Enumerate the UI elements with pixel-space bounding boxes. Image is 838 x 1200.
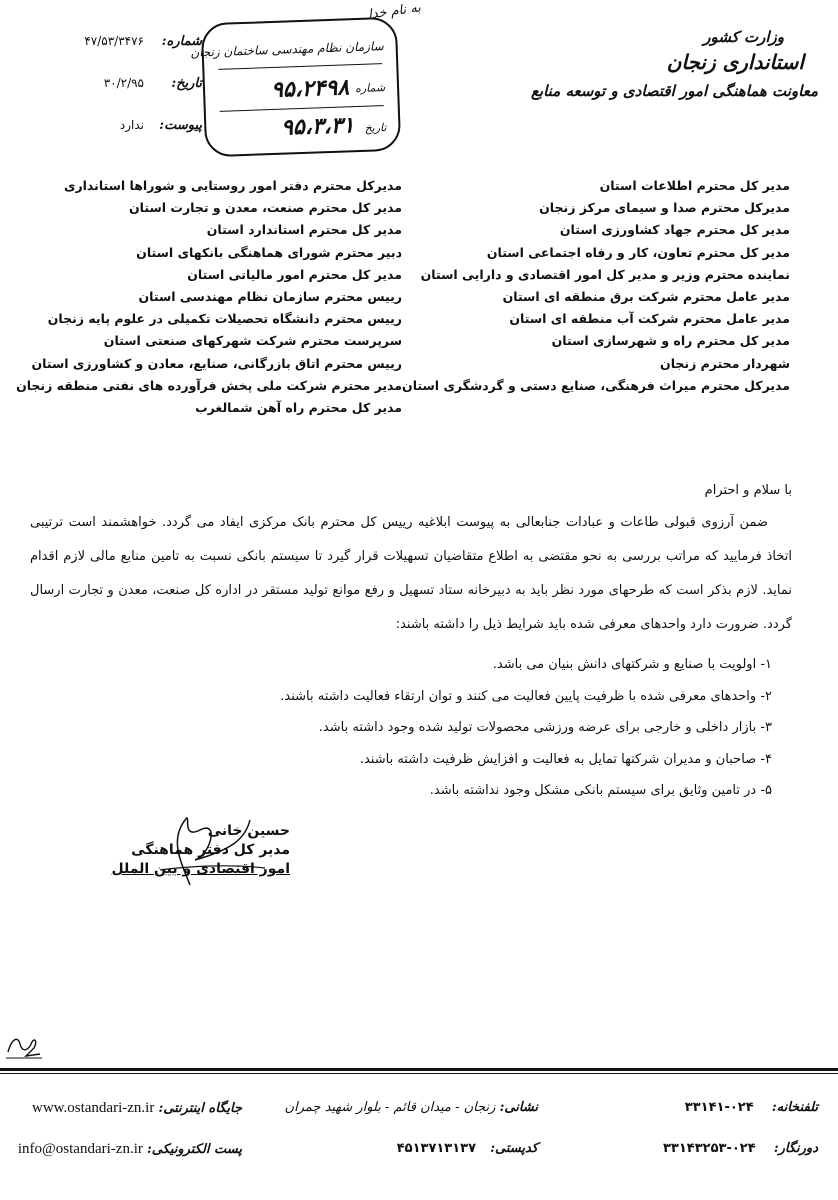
postal-value: ۴۵۱۳۷۱۳۱۳۷: [396, 1141, 477, 1156]
reference-number: [32, 34, 202, 52]
recipient: دبیر محترم شورای هماهنگی بانکهای استان: [136, 244, 402, 260]
recipient: مدیر کل محترم راه آهن شمالغرب: [195, 400, 402, 416]
reference-attachment: [32, 118, 202, 136]
recipient: مدیر کل محترم اطلاعات استان: [599, 178, 790, 193]
email-link[interactable]: info@ostandari-zn.ir: [17, 1141, 143, 1157]
fax-label: دورنگار:: [773, 1141, 818, 1156]
footer-address: [285, 1100, 538, 1115]
stamp-number-label: شماره: [354, 81, 386, 96]
address-label: نشانی:: [499, 1100, 538, 1115]
reference-date-value: ۳۰/۲/۹۵: [103, 76, 144, 90]
signatory-title: مدیر کل دفتر هماهنگی: [131, 842, 290, 858]
condition-item: ۱- اولویت با صنایع و شرکتهای دانش بنیان می باشد.: [492, 657, 772, 672]
reference-number-value: ۴۷/۵۳/۳۴۷۶: [84, 34, 144, 48]
recipient: مدیر کل محترم امور مالیاتی استان: [187, 266, 402, 282]
footer-divider: [0, 1068, 838, 1071]
address-value: زنجان - میدان قائم - بلوار شهید چمران: [284, 1100, 496, 1115]
stamp-divider: [220, 105, 384, 112]
recipient: مدیر عامل محترم شرکت آب منطقه ای استان: [509, 311, 790, 327]
stamp-divider: [218, 63, 382, 70]
stamp-date-label: تاریخ: [364, 121, 387, 135]
postal-label: کدپستی:: [490, 1141, 538, 1156]
fax-value: ۰۲۴-۳۳۱۴۳۲۵۳: [662, 1141, 756, 1156]
conditions-list: [52, 649, 772, 807]
recipient: سرپرست محترم شرکت شهرکهای صنعتی استان: [103, 333, 402, 349]
condition-item: ۲- واحدهای معرفی شده با ظرفیت پایین فعالیت می کنند و توان ارتقاء فعالیت داشته باشند.: [280, 688, 772, 704]
deputy-name: معاونت هماهنگی امور اقتصادی و توسعه منابع: [530, 82, 818, 100]
letterhead: [518, 28, 818, 100]
recipient: مدیر عامل محترم شرکت برق منطقه ای استان: [502, 289, 790, 305]
website-link[interactable]: www.ostandari-zn.ir: [32, 1100, 155, 1116]
email-label: پست الکترونیکی:: [147, 1142, 242, 1157]
footer-email: [18, 1141, 242, 1158]
stamp-handwritten-note: به نام خدا: [367, 0, 422, 23]
condition-item: ۳- بازار داخلی و خارجی برای عرضه ورزشی محصولات تولید شده وجود داشته باشد.: [318, 720, 772, 735]
recipient: رییس محترم سازمان نظام مهندسی استان: [138, 289, 402, 305]
signature-block: [30, 822, 290, 879]
footer-fax: [663, 1141, 818, 1156]
letter-body: [30, 506, 792, 642]
phone-label: تلفنخانه:: [771, 1100, 818, 1115]
governorate-name: استانداری زنجان: [666, 50, 804, 74]
recipient: رییس محترم اتاق بازرگانی، صنایع، معادن و کشاورزی استان: [31, 355, 402, 371]
received-stamp: [190, 17, 402, 158]
signatory-name: حسین خانی: [207, 823, 290, 839]
footer-phone: [685, 1100, 818, 1115]
handwritten-mark: [4, 1030, 44, 1060]
letter-paragraph: ضمن آرزوی قبولی طاعات و عبادات جنابعالی به پیوست ابلاغیه رییس کل محترم بانک مرکزی ایفاد می گردد. خواهشمند است ترتیبی اتخاذ فرمایید که مراتب بررسی به نحو مقتضی به اطلاع متقاضیان تسهیلات قرار گیرد تا سیستم بانکی نسبت به تامین منابع مالی لازم اقدام نماید. لازم بذکر است که طرحهای مورد نظر باید به دبیرخانه ستاد تسهیل و رفع موانع تولید مستقر در اداره کل صنعت، معدن و تجارت ارسال گردد. ضرورت دارد واحدهای معرفی شده باید شرایط ذیل را داشته باشند:: [30, 515, 792, 632]
condition-item: ۵- در تامین وثایق برای سیستم بانکی مشکل وجود نداشته باشد.: [429, 783, 772, 798]
condition-item: ۴- صاحبان و مدیران شرکتها تمایل به فعالیت و افزایش ظرفیت داشته باشند.: [359, 751, 772, 767]
recipient: مدیر محترم شرکت ملی پخش فرآورده های نفتی منطقه زنجان: [16, 377, 402, 393]
footer-divider: [0, 1073, 838, 1074]
recipient: مدیر کل محترم جهاد کشاورزی استان: [559, 222, 790, 238]
recipient: مدیر کل محترم استاندارد استان: [206, 222, 402, 238]
recipient: مدیر کل محترم راه و شهرسازی استان: [551, 333, 790, 349]
footer-website: [32, 1100, 242, 1117]
reference-date: [32, 76, 202, 94]
footer-postal: [397, 1141, 538, 1156]
recipient: مدیر کل محترم صنعت، معدن و تجارت استان: [129, 200, 402, 216]
recipient: مدیرکل محترم میراث فرهنگی، صنایع دستی و گردشگری استان: [402, 377, 790, 393]
stamp-organization: سازمان نظام مهندسی ساختمان زنجان: [190, 39, 384, 60]
recipient: مدیرکل محترم دفتر امور روستایی و شوراها استانداری: [63, 178, 402, 193]
stamp-number-value: ۹۵،۲۴۹۸: [270, 74, 350, 104]
recipient: نماینده محترم وزیر و مدیر کل امور اقتصادی و دارایی استان: [420, 266, 790, 282]
reference-date-label: تاریخ:: [171, 76, 202, 91]
signatory-title: امور اقتصادی و بین الملل: [111, 861, 290, 877]
recipients-left-column: [16, 175, 402, 419]
phone-value: ۰۲۴-۳۳۱۴۱: [684, 1100, 754, 1115]
reference-number-label: شماره:: [161, 34, 202, 49]
recipient: مدیر کل محترم تعاون، کار و رفاه اجتماعی استان: [486, 244, 790, 260]
stamp-date-value: ۹۵،۳،۳۱: [280, 112, 355, 141]
recipients-right-column: [402, 175, 790, 397]
reference-attachment-value: ندارد: [119, 118, 144, 132]
reference-attachment-label: پیوست:: [159, 118, 202, 133]
website-label: جایگاه اینترنتی:: [158, 1101, 242, 1116]
recipient: رییس محترم دانشگاه تحصیلات تکمیلی در علوم پایه زنجان: [47, 311, 402, 327]
greeting: با سلام و احترام: [704, 483, 792, 498]
ministry-name: وزارت کشور: [703, 28, 784, 46]
recipient: مدیرکل محترم صدا و سیمای مرکز زنجان: [539, 200, 790, 216]
recipient: شهردار محترم زنجان: [660, 355, 790, 371]
